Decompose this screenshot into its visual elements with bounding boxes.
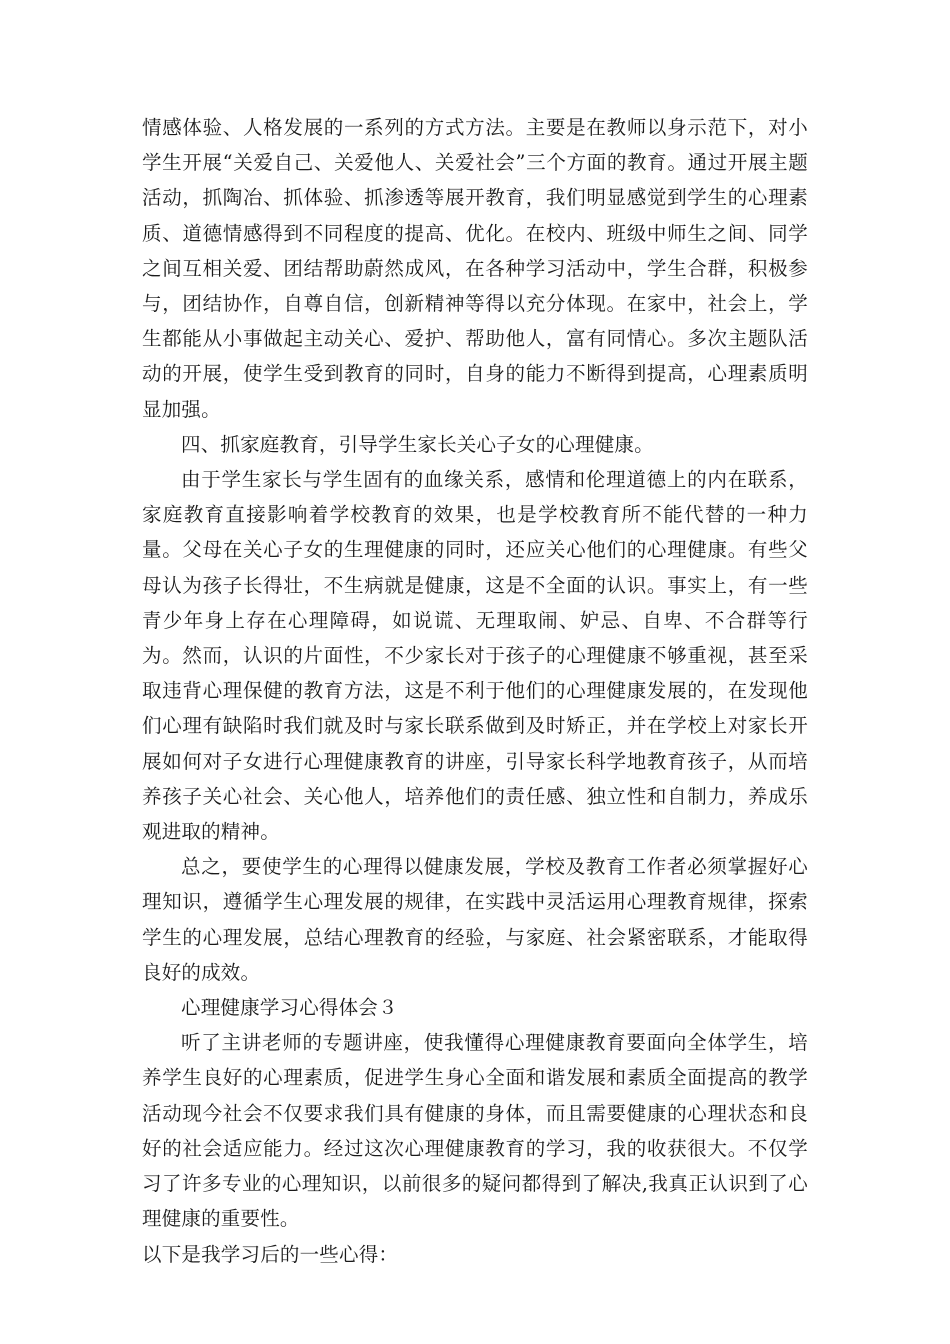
paragraph-1: 情感体验、人格发展的一系列的方式方法。主要是在教师以身示范下，对小学生开展“关爱自己、关爱他人、关爱社会”三个方面的教育。通过开展主题活动，抓陶冶、抓体验、抓渗透等展开教育，我们明显感觉到学生的心理素质、道德情感得到不同程度的提高、优化。在校内、班级中师生之间、同学之间互相关爱、团结帮助蔚然成风，在各种学习活动中，学生合群，积极参与，团结协作，自尊自信，创新精神等得以充分体现。在家中，社会上，学生都能从小事做起主动关心、爱护、帮助他人，富有同情心。多次主题队活动的开展，使学生受到教育的同时，自身的能力不断得到提高，心理素质明显加强。 bbox=[142, 116, 808, 421]
document-body bbox=[142, 110, 808, 1272]
paragraph-4: 听了主讲老师的专题讲座，使我懂得心理健康教育要面向全体学生，培养学生良好的心理素质，促进学生身心全面和谐发展和素质全面提高的教学活动现今社会不仅要求我们具有健康的身体，而且需要健康的心理状态和良好的社会适应能力。经过这次心理健康教育的学习，我的收获很大。不仅学习了许多专业的心理知识，以前很多的疑问都得到了解决,我真正认识到了心理健康的重要性。 bbox=[142, 1031, 808, 1231]
paragraph-3: 总之，要使学生的心理得以健康发展，学校及教育工作者必须掌握好心理知识，遵循学生心理发展的规律，在实践中灵活运用心理教育规律，探索学生的心理发展，总结心理教育的经验，与家庭、社会紧密联系，才能取得良好的成效。 bbox=[142, 855, 808, 984]
article-title: 心理健康学习心得体会３ bbox=[181, 996, 398, 1020]
section-heading-4: 四、抓家庭教育，引导学生家长关心子女的心理健康。 bbox=[181, 432, 654, 456]
paragraph-5: 以下是我学习后的一些心得： bbox=[142, 1242, 399, 1266]
paragraph-2: 由于学生家长与学生固有的血缘关系，感情和伦理道德上的内在联系，家庭教育直接影响着学校教育的效果，也是学校教育所不能代替的一种力量。父母在关心子女的生理健康的同时，还应关心他们的心理健康。有些父母认为孩子长得壮，不生病就是健康，这是不全面的认识。事实上，有一些青少年身上存在心理障碍，如说谎、无理取闹、妒忌、自卑、不合群等行为。然而，认识的片面性，不少家长对于孩子的心理健康不够重视，甚至采取违背心理保健的教育方法，这是不利于他们的心理健康发展的，在发现他们心理有缺陷时我们就及时与家长联系做到及时矫正，并在学校上对家长开展如何对子女进行心理健康教育的讲座，引导家长科学地教育孩子，从而培养孩子关心社会、关心他人，培养他们的责任感、独立性和自制力，养成乐观进取的精神。 bbox=[142, 468, 808, 844]
